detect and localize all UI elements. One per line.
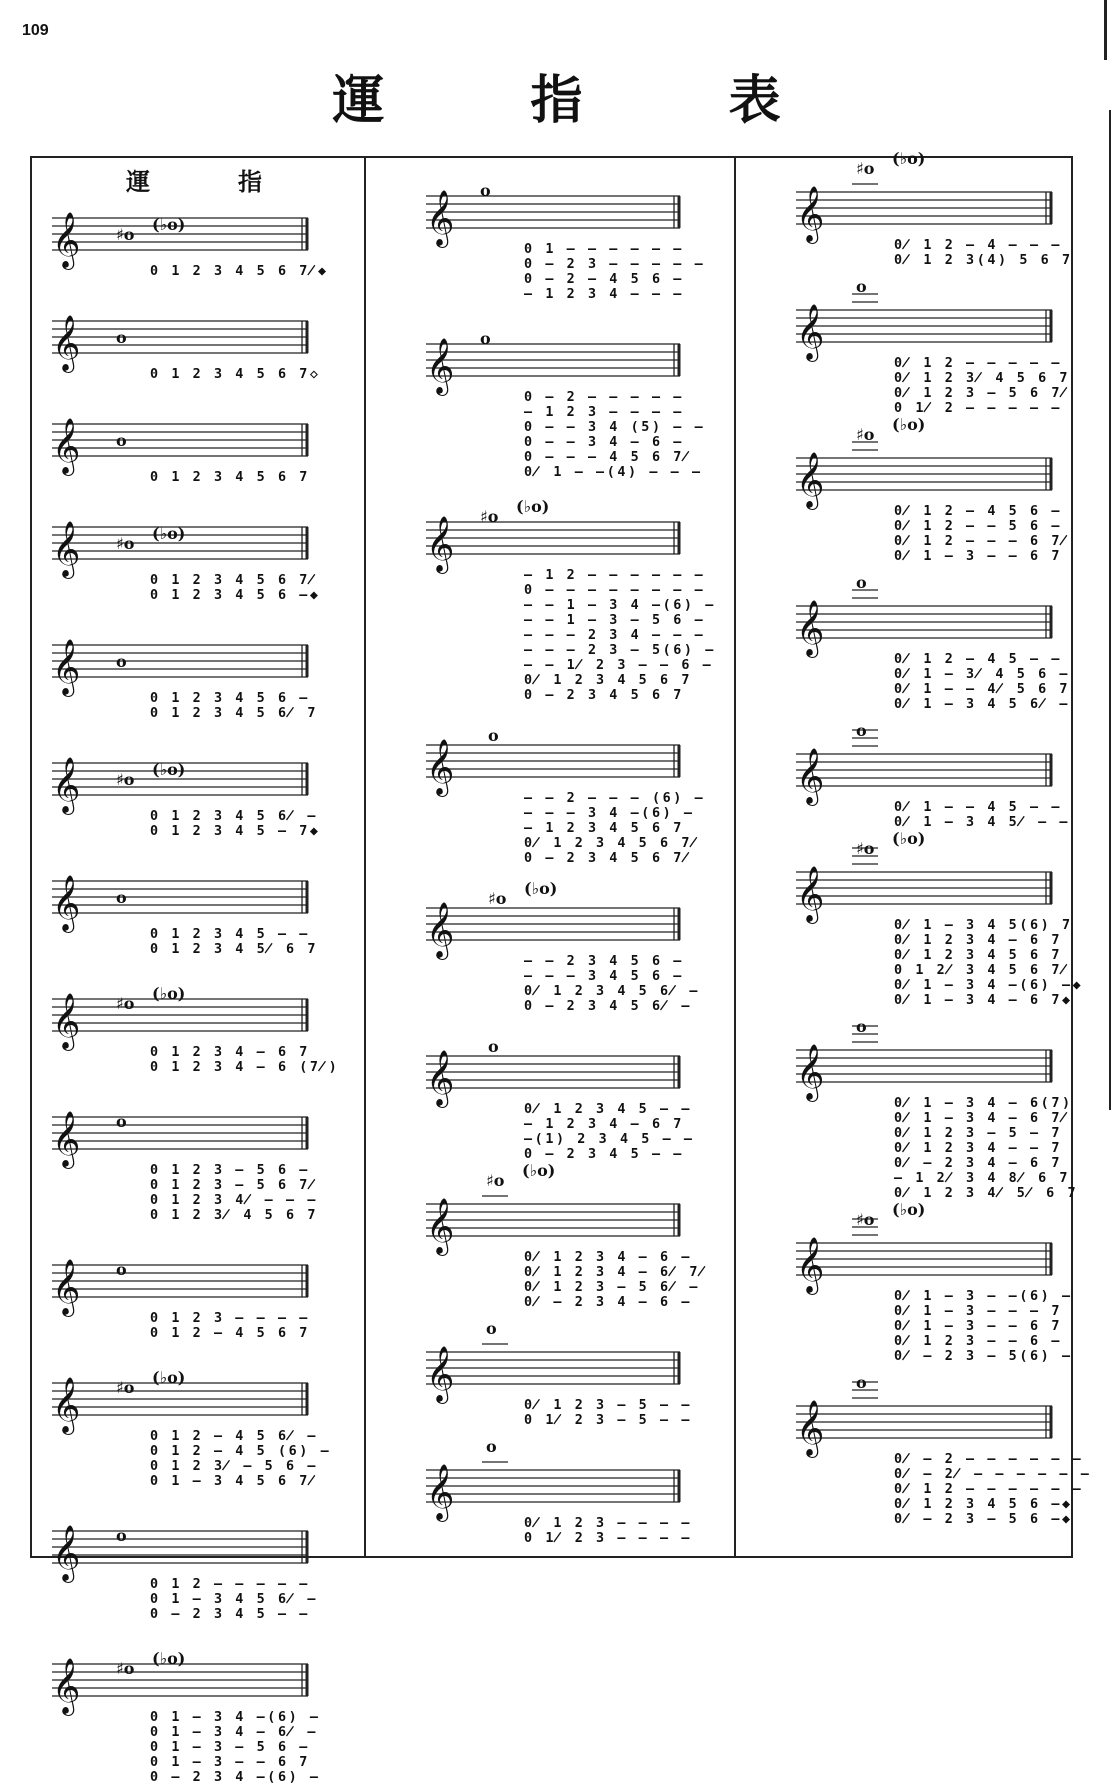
fingering-line: 0̸ 1 2 – – – 6 7̸ bbox=[894, 534, 1071, 549]
fingering-line: 0̸ 1 2 3 4 5 – – bbox=[524, 1102, 692, 1117]
staff bbox=[790, 277, 1062, 364]
staff bbox=[790, 149, 1062, 246]
staff bbox=[46, 305, 318, 375]
fingering-line: 0̸ 1 – 3 4 5 6̸ – bbox=[894, 697, 1071, 712]
staff bbox=[46, 1249, 318, 1319]
fingering-line: 0̸ 1 2 3 4̸ 5̸ 6 7 bbox=[894, 1186, 1079, 1201]
fingering-line: 0 1 2 3̸ 4 5 6 7 bbox=[150, 1208, 318, 1223]
enharmonic-note: (♭o) bbox=[892, 415, 926, 434]
fingering-line: 0 1 – – – – – – bbox=[524, 242, 684, 257]
column-heading: 運 指 bbox=[126, 167, 294, 196]
enharmonic-note: (♭o) bbox=[152, 1368, 186, 1387]
fingering-lines bbox=[150, 573, 321, 603]
fingering-lines bbox=[524, 1398, 692, 1428]
fingering-line: 0̸ 1 – 3 4 –(6) –◆ bbox=[894, 978, 1084, 993]
treble-clef-icon: 𝄞 bbox=[52, 993, 81, 1049]
fingering-line: 0 1 2 – 4 5 6̸ – bbox=[150, 1429, 318, 1444]
staff bbox=[46, 1101, 318, 1171]
treble-clef-icon: 𝄞 bbox=[796, 600, 825, 656]
fingering-line: 0 1 – 3 – 5 6 – bbox=[150, 1740, 310, 1755]
treble-clef-icon: 𝄞 bbox=[52, 1111, 81, 1167]
column-divider bbox=[364, 158, 366, 1556]
note-head: o bbox=[856, 277, 867, 296]
staff bbox=[46, 983, 318, 1053]
note-head: ♯o bbox=[856, 159, 875, 178]
staff bbox=[420, 1437, 690, 1524]
treble-clef-icon: 𝄞 bbox=[52, 212, 81, 268]
fingering-line: 0̸ – 2 3 – 5(6) – bbox=[894, 1349, 1073, 1364]
fingering-line: –(1) 2 3 4 5 – – bbox=[524, 1132, 695, 1147]
treble-clef-icon: 𝄞 bbox=[426, 902, 455, 958]
fingering-line: 0 1 2̸ 3 4 5 6 7̸ bbox=[894, 963, 1071, 978]
fingering-line: 0 1̸ 2 – – – – – bbox=[894, 401, 1062, 416]
treble-clef-icon: 𝄞 bbox=[426, 338, 455, 394]
treble-clef-icon: 𝄞 bbox=[52, 418, 81, 474]
fingering-line: 0̸ – 2 3 – 5 6 –◆ bbox=[894, 1512, 1073, 1527]
treble-clef-icon: 𝄞 bbox=[52, 521, 81, 577]
fingering-line: 0 1 – 3 4 5 6 7̸ bbox=[150, 1474, 318, 1489]
fingering-line: 0̸ 1 2 3 – – – – bbox=[524, 1516, 692, 1531]
staff bbox=[790, 415, 1062, 512]
fingering-line: 0 – 2 3 – – – – – bbox=[524, 257, 706, 272]
fingering-line: 0̸ – 2 – – – – – – bbox=[894, 1452, 1084, 1467]
staff bbox=[46, 202, 318, 272]
fingering-line: 0̸ 1 2 – – – – – – bbox=[894, 1482, 1084, 1497]
treble-clef-icon: 𝄞 bbox=[796, 1400, 825, 1456]
note-head: ♯o bbox=[856, 839, 875, 858]
enharmonic-note: (♭o) bbox=[152, 1649, 186, 1668]
treble-clef-icon: 𝄞 bbox=[796, 1044, 825, 1100]
fingering-line: 0 1 2 – – – – – bbox=[150, 1577, 310, 1592]
fingering-line: 0̸ 1 2 3 4 – 6̸ 7̸ bbox=[524, 1265, 709, 1280]
page-edge-mark bbox=[1104, 0, 1107, 60]
page-number: 109 bbox=[22, 22, 49, 39]
fingering-line: 0̸ 1 – 3̸ 4 5 6 – bbox=[894, 667, 1071, 682]
fingering-line: – 1 2 3 4 – 6 7 bbox=[524, 1117, 684, 1132]
staff bbox=[790, 1373, 1062, 1460]
fingering-line: – – 1 – 3 4 –(6) – bbox=[524, 598, 716, 613]
note-head: o bbox=[856, 721, 867, 740]
fingering-line: 0 1 2 3 – 5 6 – bbox=[150, 1163, 310, 1178]
fingering-line: 0̸ 1 2 – 4 – – – bbox=[894, 238, 1062, 253]
treble-clef-icon: 𝄞 bbox=[426, 1346, 455, 1402]
treble-clef-icon: 𝄞 bbox=[426, 1464, 455, 1520]
treble-clef-icon: 𝄞 bbox=[52, 315, 81, 371]
fingering-line: – – – 2 3 – 5(6) – bbox=[524, 643, 716, 658]
fingering-line: 0̸ 1 2 3 – – 6 – bbox=[894, 1334, 1062, 1349]
treble-clef-icon: 𝄞 bbox=[796, 748, 825, 804]
staff bbox=[46, 865, 318, 935]
fingering-line: 0̸ 1 2 3 4 5 6 7 bbox=[894, 948, 1062, 963]
fingering-line: 0̸ 1 – 3 4 5̸ – – bbox=[894, 815, 1071, 830]
fingering-line: 0 1 2 3 4 5 6 7̸◆ bbox=[150, 264, 329, 279]
fingering-line: 0 – 2 3 4 5 6̸ – bbox=[524, 999, 692, 1014]
treble-clef-icon: 𝄞 bbox=[52, 1259, 81, 1315]
fingering-line: 0 1̸ 2 3 – – – – bbox=[524, 1531, 692, 1546]
note-head: o bbox=[856, 1373, 867, 1392]
fingering-line: 0 1 – 3 4 –(6) – bbox=[150, 1710, 321, 1725]
fingering-line: 0 – – 3 4 – 6 – bbox=[524, 435, 684, 450]
staff bbox=[46, 1648, 318, 1718]
staff bbox=[790, 1017, 1062, 1104]
fingering-lines bbox=[150, 1163, 318, 1223]
fingering-line: 0̸ – 2 3 4 – 6 – bbox=[524, 1295, 692, 1310]
fingering-line: 0̸ – 2̸ – – – – – – bbox=[894, 1467, 1092, 1482]
staff bbox=[420, 328, 690, 398]
fingering-line: – – 1̸ 2 3 – – 6 – bbox=[524, 658, 714, 673]
fingering-line: 0̸ 1 2 3 4 5 6 7 bbox=[524, 673, 692, 688]
fingering-lines bbox=[524, 791, 705, 866]
fingering-line: 0̸ 1 – 3 4 5(6) 7 bbox=[894, 918, 1073, 933]
fingering-line: 0 1 2 3 – – – – bbox=[150, 1311, 310, 1326]
fingering-line: 0 1 2 3 4 5̸ 6 7 bbox=[150, 942, 318, 957]
fingering-line: 0 – 2 3 4 5 – – bbox=[150, 1607, 310, 1622]
treble-clef-icon: 𝄞 bbox=[52, 1525, 81, 1581]
fingering-lines bbox=[894, 238, 1073, 268]
fingering-line: – 1 2 3 – – – – bbox=[524, 405, 684, 420]
enharmonic-note: (♭o) bbox=[152, 524, 186, 543]
enharmonic-note: (♭o) bbox=[892, 829, 926, 848]
staff bbox=[420, 879, 690, 962]
fingering-line: 0 1 2 3 – 5 6 7̸ bbox=[150, 1178, 318, 1193]
fingering-lines bbox=[894, 1289, 1073, 1364]
fingering-lines bbox=[894, 918, 1083, 1008]
fingering-line: 0 – 2 3 4 –(6) – bbox=[150, 1770, 321, 1785]
treble-clef-icon: 𝄞 bbox=[796, 1237, 825, 1293]
treble-clef-icon: 𝄞 bbox=[52, 875, 81, 931]
fingering-line: – 1 2 3 4 5 6 7 bbox=[524, 821, 684, 836]
fingering-line: 0 1 2 3 4 5 – – bbox=[150, 927, 310, 942]
fingering-line: 0 – – – – – – – – bbox=[524, 583, 706, 598]
treble-clef-icon: 𝄞 bbox=[426, 190, 455, 246]
fingering-line: – 1 2 3 4 – – – bbox=[524, 287, 684, 302]
note-head: o bbox=[116, 1260, 127, 1279]
fingering-line: – – 2 3 4 5 6 – bbox=[524, 954, 684, 969]
staff bbox=[420, 497, 690, 576]
fingering-line: 0̸ 1 – 3 – – 6 7 bbox=[894, 549, 1062, 564]
enharmonic-note: (♭o) bbox=[892, 149, 926, 168]
fingering-line: 0̸ 1 2 3 – 5 6 7̸ bbox=[894, 386, 1071, 401]
fingering-line: 0̸ 1 2 3 4 – 6 7 bbox=[894, 933, 1062, 948]
note-head: ♯o bbox=[116, 225, 135, 244]
treble-clef-icon: 𝄞 bbox=[426, 739, 455, 795]
enharmonic-note: (♭o) bbox=[524, 879, 558, 898]
fingering-line: 0̸ 1 2 3 4 – – 7 bbox=[894, 1141, 1062, 1156]
fingering-line: 0 1 2 3 4 5 6 –◆ bbox=[150, 588, 321, 603]
fingering-lines bbox=[524, 242, 705, 302]
note-head: o bbox=[486, 1319, 497, 1338]
note-head: ♯o bbox=[488, 889, 507, 908]
staff bbox=[46, 408, 318, 478]
staff bbox=[790, 1200, 1062, 1297]
fingering-line: 0 – – 3 4 (5) – – bbox=[524, 420, 706, 435]
note-head: ♯o bbox=[856, 425, 875, 444]
note-head: o bbox=[480, 329, 491, 348]
treble-clef-icon: 𝄞 bbox=[52, 1377, 81, 1433]
column-divider bbox=[734, 158, 736, 1556]
note-head: o bbox=[480, 181, 491, 200]
note-head: ♯o bbox=[116, 534, 135, 553]
fingering-table bbox=[30, 149, 1092, 1785]
note-head: ♯o bbox=[486, 1171, 505, 1190]
note-head: o bbox=[116, 1526, 127, 1545]
staff bbox=[46, 747, 318, 817]
staff bbox=[420, 180, 690, 250]
fingering-lines bbox=[150, 691, 318, 721]
fingering-line: – – 1 – 3 – 5 6 – bbox=[524, 613, 706, 628]
enharmonic-note: (♭o) bbox=[152, 215, 186, 234]
staff bbox=[790, 721, 1062, 808]
fingering-lines bbox=[894, 356, 1070, 416]
fingering-lines bbox=[150, 1045, 339, 1075]
enharmonic-note: (♭o) bbox=[892, 1200, 926, 1219]
enharmonic-note: (♭o) bbox=[516, 497, 550, 516]
fingering-line: 0̸ 1 – 3 4 – 6 7̸ bbox=[894, 1111, 1071, 1126]
fingering-lines bbox=[150, 470, 310, 485]
fingering-line: 0̸ 1 2 3 4 5 6 –◆ bbox=[894, 1497, 1073, 1512]
page-title: 運 指 表 bbox=[332, 70, 845, 131]
fingering-lines bbox=[524, 1516, 692, 1546]
fingering-lines bbox=[150, 1710, 321, 1785]
treble-clef-icon: 𝄞 bbox=[796, 866, 825, 922]
fingering-line: 0 1 – 3 4 – 6̸ – bbox=[150, 1725, 318, 1740]
note-head: o bbox=[116, 1112, 127, 1131]
fingering-line: 0̸ 1 – 3 4 – 6 7◆ bbox=[894, 993, 1073, 1008]
fingering-line: 0̸ 1 – – 4 5 – – bbox=[894, 800, 1062, 815]
fingering-line: 0 – 2 – 4 5 6 – bbox=[524, 272, 684, 287]
treble-clef-icon: 𝄞 bbox=[52, 1658, 81, 1714]
fingering-line: 0̸ 1 2 3 4 5 6̸ – bbox=[524, 984, 701, 999]
note-head: o bbox=[856, 573, 867, 592]
fingering-line: 0 1̸ 2 3 – 5 – – bbox=[524, 1413, 692, 1428]
staff bbox=[46, 1515, 318, 1585]
enharmonic-note: (♭o) bbox=[522, 1161, 556, 1180]
treble-clef-icon: 𝄞 bbox=[796, 452, 825, 508]
treble-clef-icon: 𝄞 bbox=[796, 186, 825, 242]
fingering-line: 0 1 2 3 4 5 6 – bbox=[150, 691, 310, 706]
treble-clef-icon: 𝄞 bbox=[796, 304, 825, 360]
staff bbox=[420, 1037, 690, 1110]
staff bbox=[46, 629, 318, 699]
fingering-line: 0̸ 1 2 3 4 – 6 – bbox=[524, 1250, 692, 1265]
enharmonic-note: (♭o) bbox=[152, 760, 186, 779]
fingering-line: 0̸ 1 2 – 4 5 – – bbox=[894, 652, 1062, 667]
fingering-line: 0 1 2 3 4 5 – 7◆ bbox=[150, 824, 321, 839]
fingering-line: – – – 3 4 5 6 – bbox=[524, 969, 684, 984]
fingering-lines bbox=[524, 568, 716, 703]
fingering-line: 0 1 2 3 4 – 6 7 bbox=[150, 1045, 310, 1060]
fingering-lines bbox=[150, 1311, 310, 1341]
fingering-line: 0 1 2 3 4 5 6 7̸ bbox=[150, 573, 318, 588]
fingering-line: 0̸ 1 2 3 – 5 – 7 bbox=[894, 1126, 1062, 1141]
staff bbox=[420, 1161, 690, 1258]
fingering-line: 0 1 2 3 4 5 6̸ – bbox=[150, 809, 318, 824]
fingering-line: 0 1 2 3 4 5 6̸ 7 bbox=[150, 706, 318, 721]
note-head: ♯o bbox=[116, 770, 135, 789]
treble-clef-icon: 𝄞 bbox=[52, 757, 81, 813]
fingering-line: 0̸ 1 – 3 4 – 6(7) bbox=[894, 1096, 1073, 1111]
fingering-line: 0̸ 1 – 3 – – – 7 bbox=[894, 1304, 1062, 1319]
note-head: o bbox=[488, 1037, 499, 1056]
fingering-lines bbox=[524, 390, 705, 480]
fingering-lines bbox=[894, 504, 1070, 564]
fingering-line: 0̸ 1 2 – 4 5 6 – bbox=[894, 504, 1062, 519]
fingering-line: 0 1 2 3 4 5 6 7◇ bbox=[150, 367, 321, 382]
fingering-line: 0 – – – 4 5 6 7̸ bbox=[524, 450, 692, 465]
fingering-line: 0 – 2 3 4 5 6 7̸ bbox=[524, 851, 692, 866]
fingering-line: 0̸ 1 2 3(4) 5 6 7 bbox=[894, 253, 1073, 268]
note-head: o bbox=[856, 1017, 867, 1036]
fingering-line: – 1 2̸ 3 4 8̸ 6 7 bbox=[894, 1171, 1071, 1186]
fingering-line: 0̸ 1 – 3 – – 6 7 bbox=[894, 1319, 1062, 1334]
staff bbox=[790, 829, 1062, 926]
fingering-lines bbox=[894, 1452, 1091, 1527]
fingering-line: 0 1 2 3 4 – 6 (7̸) bbox=[150, 1060, 340, 1075]
note-head: ♯o bbox=[116, 1659, 135, 1678]
fingering-line: 0̸ – 2 3 4 – 6 7 bbox=[894, 1156, 1062, 1171]
note-head: o bbox=[488, 726, 499, 745]
fingering-line: 0 1 2 – 4 5 (6) – bbox=[150, 1444, 332, 1459]
fingering-line: 0 1 2 3̸ – 5 6 – bbox=[150, 1459, 318, 1474]
fingering-line: 0̸ 1 – –(4) – – – bbox=[524, 465, 703, 480]
fingering-line: 0̸ 1 2 – – – – – bbox=[894, 356, 1062, 371]
fingering-line: – – – 2 3 4 – – – bbox=[524, 628, 706, 643]
treble-clef-icon: 𝄞 bbox=[426, 1198, 455, 1254]
staff bbox=[420, 1319, 690, 1406]
fingering-line: 0 1 2 3 4̸ – – – bbox=[150, 1193, 318, 1208]
fingering-lines bbox=[524, 1102, 695, 1162]
note-head: ♯o bbox=[116, 994, 135, 1013]
fingering-line: 0̸ 1 – 3 – –(6) – bbox=[894, 1289, 1073, 1304]
fingering-line: 0̸ 1 2 3̸ 4 5 6 7 bbox=[894, 371, 1071, 386]
fingering-line: 0 1 – 3 4 5 6̸ – bbox=[150, 1592, 318, 1607]
treble-clef-icon: 𝄞 bbox=[426, 516, 455, 572]
staff bbox=[790, 573, 1062, 660]
page-edge-mark bbox=[1109, 110, 1111, 1110]
fingering-line: 0 – 2 – – – – – bbox=[524, 390, 684, 405]
fingering-line: 0 1 2 3 4 5 6 7 bbox=[150, 470, 310, 485]
fingering-lines bbox=[894, 1096, 1078, 1201]
fingering-lines bbox=[894, 800, 1070, 830]
note-head: o bbox=[116, 888, 127, 907]
note-head: o bbox=[486, 1437, 497, 1456]
staff bbox=[46, 511, 318, 581]
enharmonic-note: (♭o) bbox=[152, 984, 186, 1003]
treble-clef-icon: 𝄞 bbox=[426, 1050, 455, 1106]
note-head: o bbox=[116, 328, 127, 347]
fingering-line: 0 1 – 3 – – 6 7 bbox=[150, 1755, 310, 1770]
fingering-line: – – 2 – – – (6) – bbox=[524, 791, 706, 806]
fingering-lines bbox=[150, 927, 318, 957]
note-head: ♯o bbox=[116, 1378, 135, 1397]
fingering-line: 0̸ 1 – – 4̸ 5 6 7 bbox=[894, 682, 1071, 697]
fingering-line: 0̸ 1 2 – – 5 6 – bbox=[894, 519, 1062, 534]
fingering-lines bbox=[524, 954, 700, 1014]
treble-clef-icon: 𝄞 bbox=[52, 639, 81, 695]
note-head: ♯o bbox=[856, 1210, 875, 1229]
fingering-lines bbox=[894, 652, 1070, 712]
note-head: ♯o bbox=[480, 507, 499, 526]
fingering-lines bbox=[150, 264, 329, 279]
fingering-line: 0̸ 1 2 3 – 5 – – bbox=[524, 1398, 692, 1413]
fingering-line: 0 – 2 3 4 5 6 7 bbox=[524, 688, 684, 703]
fingering-lines bbox=[150, 1429, 331, 1489]
fingering-line: 0 1 2 – 4 5 6 7 bbox=[150, 1326, 310, 1341]
fingering-line: 0̸ 1 2 3 4 5 6 7̸ bbox=[524, 836, 701, 851]
fingering-lines bbox=[150, 809, 321, 839]
fingering-lines bbox=[524, 1250, 708, 1310]
note-head: o bbox=[116, 652, 127, 671]
fingering-lines bbox=[150, 367, 321, 382]
note-head: o bbox=[116, 431, 127, 450]
fingering-line: 0 – 2 3 4 5 – – bbox=[524, 1147, 684, 1162]
staff bbox=[46, 1367, 318, 1437]
staff bbox=[420, 726, 690, 799]
fingering-line: – – – 3 4 –(6) – bbox=[524, 806, 695, 821]
fingering-line: – 1 2 – – – – – – bbox=[524, 568, 706, 583]
fingering-line: 0̸ 1 2 3 – 5 6̸ – bbox=[524, 1280, 701, 1295]
